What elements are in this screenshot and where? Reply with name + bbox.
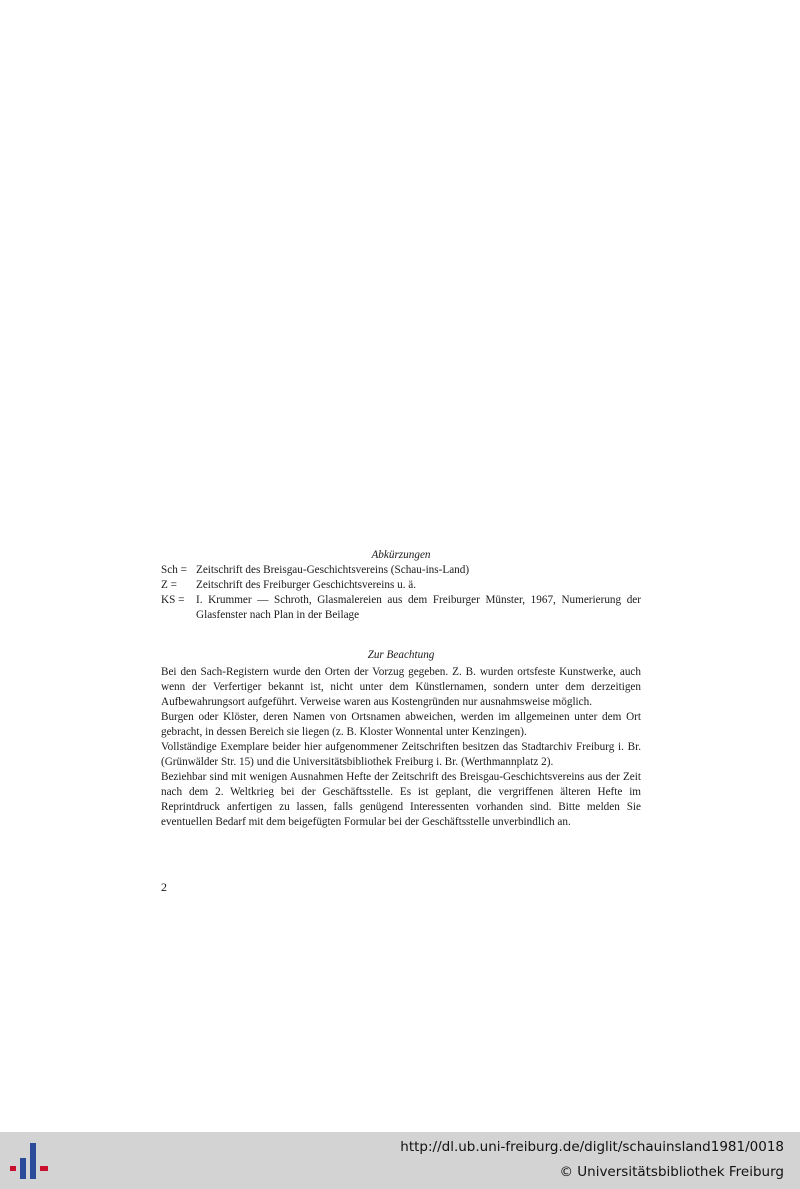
ub-freiburg-logo-icon [8, 1141, 52, 1181]
abbreviation-key: Sch = [161, 564, 187, 576]
abbreviation-key: Z = [161, 579, 177, 591]
footer-url-link[interactable]: http://dl.ub.uni-freiburg.de/diglit/schauinsland1981/0018 [400, 1139, 784, 1155]
abbreviation-text: Zeitschrift des Freiburger Geschichtsvereins u. ä. [196, 579, 417, 591]
abbreviation-text: I. Krummer — Schroth, Glasmalereien aus dem Freiburger Münster, 1967, Numerierung der Glasfenster nach Plan in der Beilage [196, 594, 641, 621]
abbreviation-key: KS = [161, 594, 185, 606]
abbreviation-item [161, 578, 641, 593]
notice-paragraph: Beziehbar sind mit wenigen Ausnahmen Hefte der Zeitschrift des Breisgau-Geschichtsvereins aus der Zeit nach dem 2. Weltkrieg bei der Geschäftsstelle. Es ist geplant, die vergriffenen älteren Hefte im Reprintdruck anfertigen zu lassen, falls genügend Interessenten vorhanden sind. Bitte melden Sie eventuellen Bedarf mit dem beigefügten Formular bei der Geschäftsstelle unverbindlich an. [161, 771, 641, 828]
notice-paragraph: Burgen oder Klöster, deren Namen von Ortsnamen abweichen, werden im allgemeinen unter dem Ort gebracht, in dessen Bereich sie liegen (z. B. Kloster Wonnental unter Kenzingen). [161, 711, 641, 738]
abbreviations-heading: Abkürzungen [371, 549, 431, 561]
footer-copyright: © Universitätsbibliothek Freiburg [559, 1164, 784, 1180]
notice-paragraph: Bei den Sach-Registern wurde den Orten der Vorzug gegeben. Z. B. wurden ortsfeste Kunstwerke, auch wenn der Verfertiger bekannt ist, nicht unter dem Künstlernamen, sondern unter dem derzeitigen Aufbewahrungsort aufgeführt. Verweise waren aus Kostengründen nur ausnahmsweise möglich. [161, 666, 641, 708]
notice-heading: Zur Beachtung [367, 649, 435, 661]
abbreviation-item [161, 593, 641, 623]
abbreviation-item [161, 563, 641, 578]
page-number: 2 [161, 880, 167, 894]
abbreviation-text: Zeitschrift des Breisgau-Geschichtsvereins (Schau-ins-Land) [196, 564, 470, 576]
footer-bar [0, 1132, 800, 1189]
notice-paragraph: Vollständige Exemplare beider hier aufgenommener Zeitschriften besitzen das Stadtarchiv Freiburg i. Br. (Grünwälder Str. 15) und die Universitätsbibliothek Freiburg i. Br. (Werthmannplatz 2). [161, 741, 641, 768]
abbreviations-section [161, 548, 641, 623]
notice-section [161, 648, 641, 830]
